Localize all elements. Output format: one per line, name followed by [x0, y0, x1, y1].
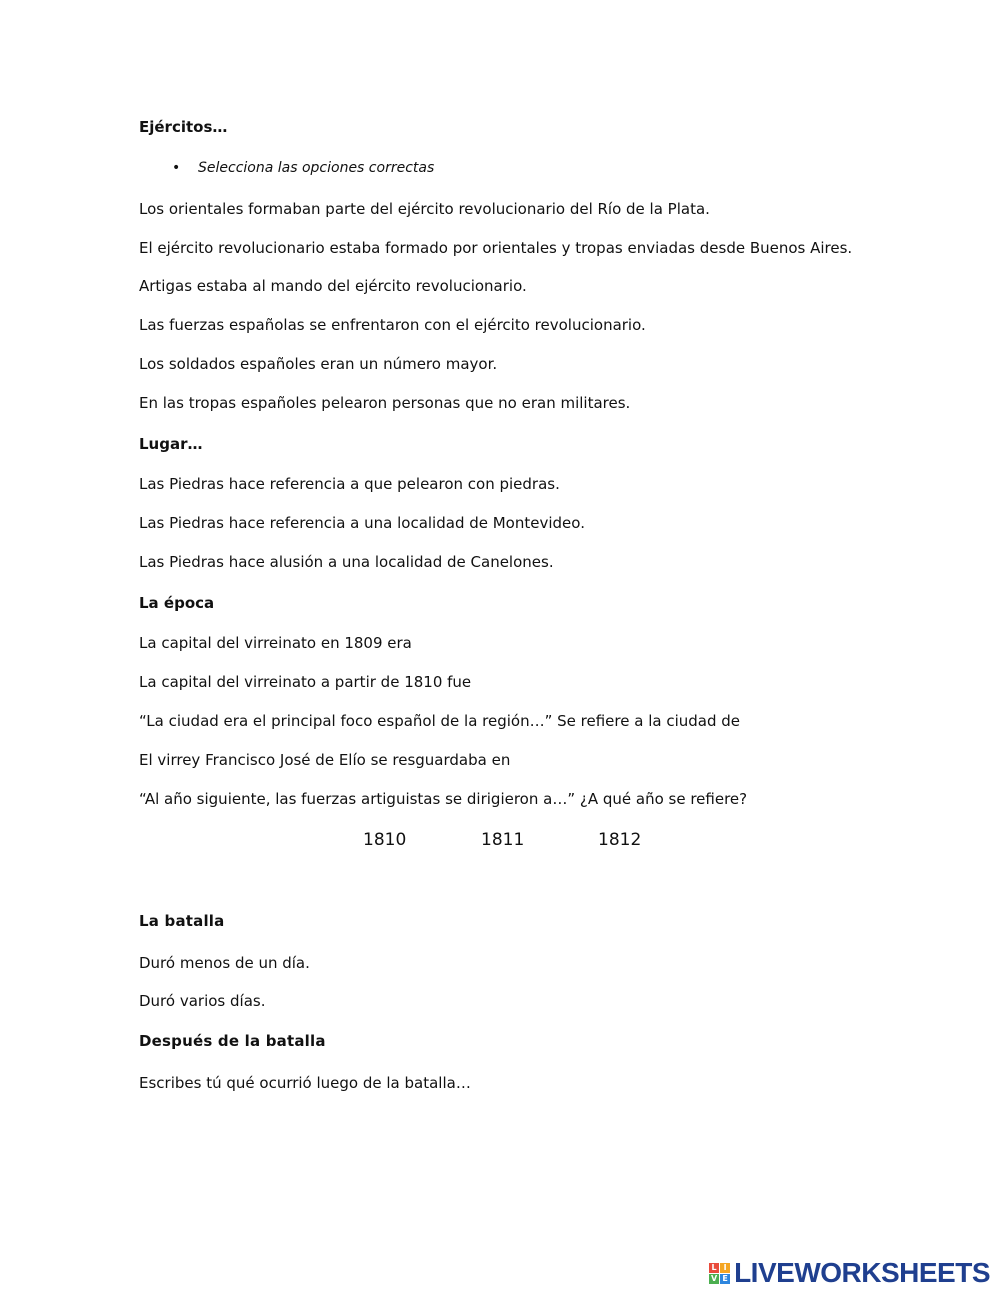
- question-item: El virrey Francisco José de Elío se resguardaba en: [139, 751, 511, 769]
- section-heading-epoca: La época: [139, 594, 215, 612]
- year-option-1811[interactable]: 1811: [481, 830, 525, 850]
- option-item[interactable]: Las Piedras hace referencia a una localidad de Montevideo.: [139, 514, 585, 532]
- question-item: La capital del virreinato en 1809 era: [139, 634, 412, 652]
- option-item[interactable]: Las Piedras hace alusión a una localidad de Canelones.: [139, 553, 554, 571]
- instruction-text: Selecciona las opciones correctas: [198, 160, 435, 176]
- option-item[interactable]: Artigas estaba al mando del ejército revolucionario.: [139, 277, 527, 295]
- option-item[interactable]: Los soldados españoles eran un número mayor.: [139, 355, 498, 373]
- question-item: La capital del virreinato a partir de 1810 fue: [139, 673, 472, 691]
- year-option-1812[interactable]: 1812: [598, 830, 642, 850]
- section-heading-ejercitos: Ejércitos…: [139, 118, 228, 136]
- option-item[interactable]: En las tropas españoles pelearon personas que no eran militares.: [139, 394, 631, 412]
- bullet-icon: •: [172, 160, 181, 176]
- year-option-1810[interactable]: 1810: [363, 830, 407, 850]
- option-item[interactable]: Los orientales formaban parte del ejército revolucionario del Río de la Plata.: [139, 200, 710, 218]
- logo-text: LIVEWORKSHEETS: [734, 1257, 990, 1288]
- liveworksheets-logo: [709, 1257, 990, 1289]
- open-answer-prompt[interactable]: Escribes tú qué ocurrió luego de la batalla…: [139, 1074, 471, 1092]
- logo-mark-icon: [709, 1263, 730, 1284]
- section-heading-despues: Después de la batalla: [139, 1032, 326, 1050]
- question-item: “Al año siguiente, las fuerzas artiguistas se dirigieron a…” ¿A qué año se refiere?: [139, 790, 748, 808]
- option-item[interactable]: El ejército revolucionario estaba formado por orientales y tropas enviadas desde Buenos Aires.: [139, 239, 853, 257]
- logo-letter-e: E: [720, 1274, 730, 1284]
- option-item[interactable]: Las Piedras hace referencia a que pelearon con piedras.: [139, 475, 560, 493]
- option-item[interactable]: Duró menos de un día.: [139, 954, 310, 972]
- option-item[interactable]: Duró varios días.: [139, 992, 266, 1010]
- section-heading-lugar: Lugar…: [139, 435, 203, 453]
- question-item: “La ciudad era el principal foco español de la región…” Se refiere a la ciudad de: [139, 712, 741, 730]
- option-item[interactable]: Las fuerzas españolas se enfrentaron con el ejército revolucionario.: [139, 316, 646, 334]
- section-heading-batalla: La batalla: [139, 912, 225, 930]
- logo-letter-i: I: [720, 1263, 730, 1273]
- logo-letter-l: L: [709, 1263, 719, 1273]
- logo-letter-v: V: [710, 1273, 718, 1283]
